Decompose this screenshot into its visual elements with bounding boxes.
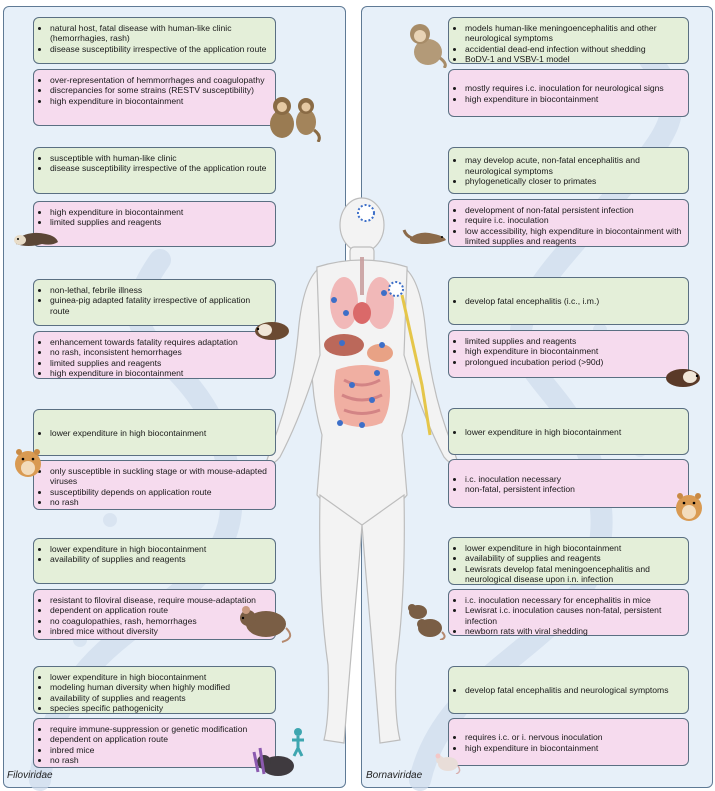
borna-hamster-disadvantages: • i.c. inoculation necessary • non-fatal, persistent infection bbox=[448, 459, 689, 508]
filoviridae-label: Filoviridae bbox=[7, 770, 53, 781]
filo-monkey-advantages: • natural host, fatal disease with human-like clinic (hemorrhagies, rash) • disease susceptibility irrespective of the application route bbox=[33, 17, 276, 64]
filo-ferret-disadvantages: • high expenditure in biocontainment • limited supplies and reagents bbox=[33, 201, 276, 247]
borna-monkey-disadvantages: • mostly requires i.c. inoculation for neurological signs • high expenditure in biocontainment bbox=[448, 69, 689, 117]
rat-icon bbox=[398, 598, 448, 640]
filo-hamster-advantages: • lower expenditure in high biocontainment bbox=[33, 409, 276, 456]
humanized-mouse-icon bbox=[244, 722, 314, 780]
mouse-icon bbox=[432, 750, 462, 774]
monkey-icon bbox=[402, 20, 450, 68]
hamster-icon bbox=[674, 488, 704, 522]
borna-guinea-pig-advantages: • develop fatal encephalitis (i.c., i.m.) bbox=[448, 277, 689, 325]
filo-humanized-mouse-advantages: • lower expenditure in high biocontainment • modeling human diversity when highly modified • availability of supplies and reagents • species specific pathogenicity bbox=[33, 666, 276, 714]
human-body-illustration bbox=[262, 195, 462, 755]
brain-virus-icon bbox=[358, 205, 374, 221]
borna-monkey-advantages: • models human-like meningoencephalitis and other neurological symptoms • accidential dead-end infection without shedding • BoDV-1 and VSBV-1 model bbox=[448, 17, 689, 64]
ferret-icon bbox=[12, 224, 60, 250]
guinea-pig-icon bbox=[253, 317, 291, 341]
borna-rat-advantages: • lower expenditure in high biocontainment • availability of supplies and reagents • Lewisrats develop fatal meningoencephalitis and neurological disease upon i.n. infection bbox=[448, 537, 689, 585]
monkey-icon bbox=[262, 90, 324, 142]
filo-mouse-disadvantages: • resistant to filoviral disease, require mouse-adaptation • dependent on application route • no coagulopathies, rash, hemorrhages • inbred mice without diversity bbox=[33, 589, 276, 640]
filo-guinea-pig-disadvantages: • enhancement towards fatality requires adaptation • no rash, inconsistent hemorrhages • limited supplies and reagents • high expenditure in biocontainment bbox=[33, 331, 276, 379]
borna-tree-shrew-advantages: • may develop acute, non-fatal encephalitis and neurological symptoms • phylogenetically closer to primates bbox=[448, 147, 689, 194]
guinea-pig-icon bbox=[664, 364, 702, 388]
borna-mouse-advantages: • develop fatal encephalitis and neurological symptoms bbox=[448, 666, 689, 714]
tree-shrew-icon bbox=[400, 222, 448, 248]
borna-guinea-pig-disadvantages: • limited supplies and reagents • high expenditure in biocontainment • prolongued incubation period (>90d) bbox=[448, 330, 689, 378]
filo-ferret-advantages: • susceptible with human-like clinic • disease susceptibility irrespective of the application route bbox=[33, 147, 276, 194]
hamster-icon bbox=[13, 444, 43, 478]
borna-mouse-disadvantages: • requires i.c. or i. nervous inoculation • high expenditure in biocontainment bbox=[448, 718, 689, 766]
borna-rat-disadvantages: • i.c. inoculation necessary for encephalitis in mice • Lewisrat i.c. inoculation causes non-fatal, persistent infection • newborn rats with viral shedding bbox=[448, 589, 689, 636]
filo-mouse-advantages: • lower expenditure in high biocontainment • availability of supplies and reagents bbox=[33, 538, 276, 584]
bornaviridae-label: Bornaviridae bbox=[366, 770, 423, 781]
borna-tree-shrew-disadvantages: • development of non-fatal persistent infection • require i.c. inoculation • low accessibility, high expenditure in biocontainment with limited supplies and reagents bbox=[448, 199, 689, 247]
filo-humanized-mouse-disadvantages: • require immune-suppression or genetic modification • dependent on application route • inbred mice • no rash bbox=[33, 718, 276, 768]
borna-hamster-advantages: • lower expenditure in high biocontainment bbox=[448, 408, 689, 455]
filo-hamster-disadvantages: • only susceptible in suckling stage or with mouse-adapted viruses • susceptibility depends on application route • no rash bbox=[33, 460, 276, 510]
filo-monkey-disadvantages: • over-representation of hemmorrhages and coagulopathy • discrepancies for some strains (RESTV susceptibility) • high expenditure in biocontainment bbox=[33, 69, 276, 126]
mouse-icon bbox=[234, 598, 296, 644]
filo-guinea-pig-advantages: • non-lethal, febrile illness • guinea-pig adapted fatality irrespective of application route bbox=[33, 279, 276, 326]
